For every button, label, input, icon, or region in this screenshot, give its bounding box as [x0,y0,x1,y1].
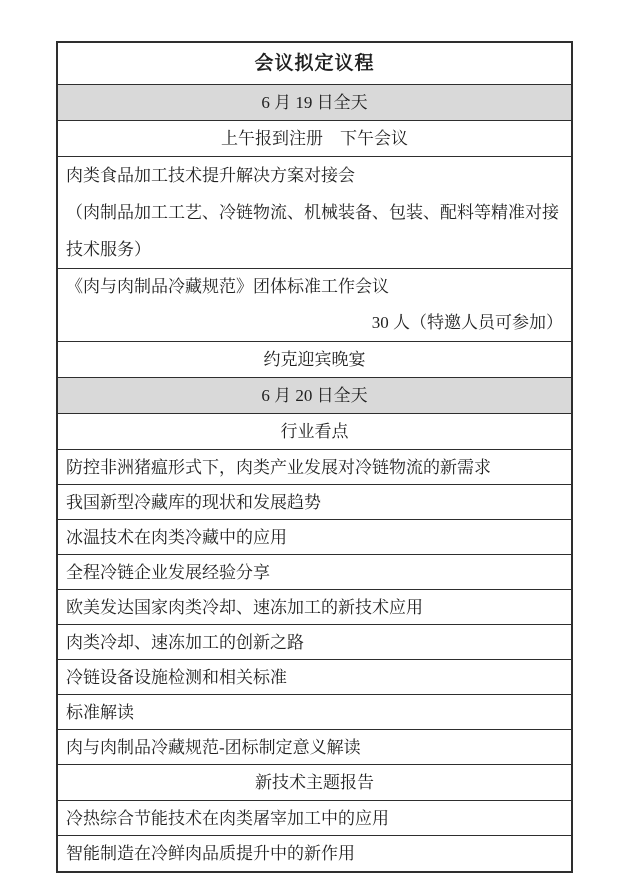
topic-label: 欧美发达国家肉类冷却、速冻加工的新技术应用 [66,597,423,617]
banquet-label: 约克迎宾晚宴 [263,350,366,369]
section-header-industry-highlights [58,414,571,450]
agenda-title: 会议拟定议程 [254,53,375,74]
session-row-standard-meeting [58,269,571,342]
section-header-new-tech-reports [58,765,571,801]
topic-row [58,520,571,555]
section-header-label: 新技术主题报告 [255,773,374,792]
topic-label: 防控非洲猪瘟形式下，肉类产业发展对冷链物流的新需求 [66,457,491,477]
topic-label: 冷热综合节能技术在肉类屠宰加工中的应用 [66,808,389,828]
topic-label: 肉类冷却、速冻加工的创新之路 [66,632,304,652]
date-header-label: 6 月 20 日全天 [261,386,368,405]
topic-row [58,485,571,520]
topic-row [58,555,571,590]
agenda-title-row [58,43,571,85]
date-header-jun20 [58,378,571,414]
banquet-row [58,342,571,378]
session-row-meat-processing [58,157,571,269]
topic-row [58,590,571,625]
topic-label: 我国新型冷藏库的现状和发展趋势 [66,492,321,512]
date-header-label: 6 月 19 日全天 [261,93,368,112]
agenda-table [56,41,573,873]
session-line: 《肉与肉制品冷藏规范》团体标准工作会议 [66,277,389,296]
topic-row [58,625,571,660]
topic-row [58,450,571,485]
topic-label: 标准解读 [66,702,134,722]
topic-row [58,695,571,730]
topic-label: 冷链设备设施检测和相关标准 [66,667,287,687]
topic-label: 全程冷链企业发展经验分享 [66,562,270,582]
topic-label: 冰温技术在肉类冷藏中的应用 [66,527,287,547]
topic-row [58,801,571,836]
topic-label: 智能制造在冷鲜肉品质提升中的新作用 [66,844,355,863]
session-line: （肉制品加工工艺、冷链物流、机械装备、包装、配料等精准对接 [66,203,559,222]
registration-row [58,121,571,157]
session-line: 技术服务） [66,240,151,259]
topic-label: 肉与肉制品冷藏规范-团标制定意义解读 [66,737,361,757]
attendee-count-note: 30 人（特邀人员可参加） [371,313,563,332]
topic-row [58,836,571,871]
registration-label: 上午报到注册 下午会议 [221,129,408,148]
section-header-label: 行业看点 [280,422,349,441]
topic-row [58,660,571,695]
session-line: 肉类食品加工技术提升解决方案对接会 [66,166,355,185]
topic-row [58,730,571,765]
date-header-jun19 [58,85,571,121]
